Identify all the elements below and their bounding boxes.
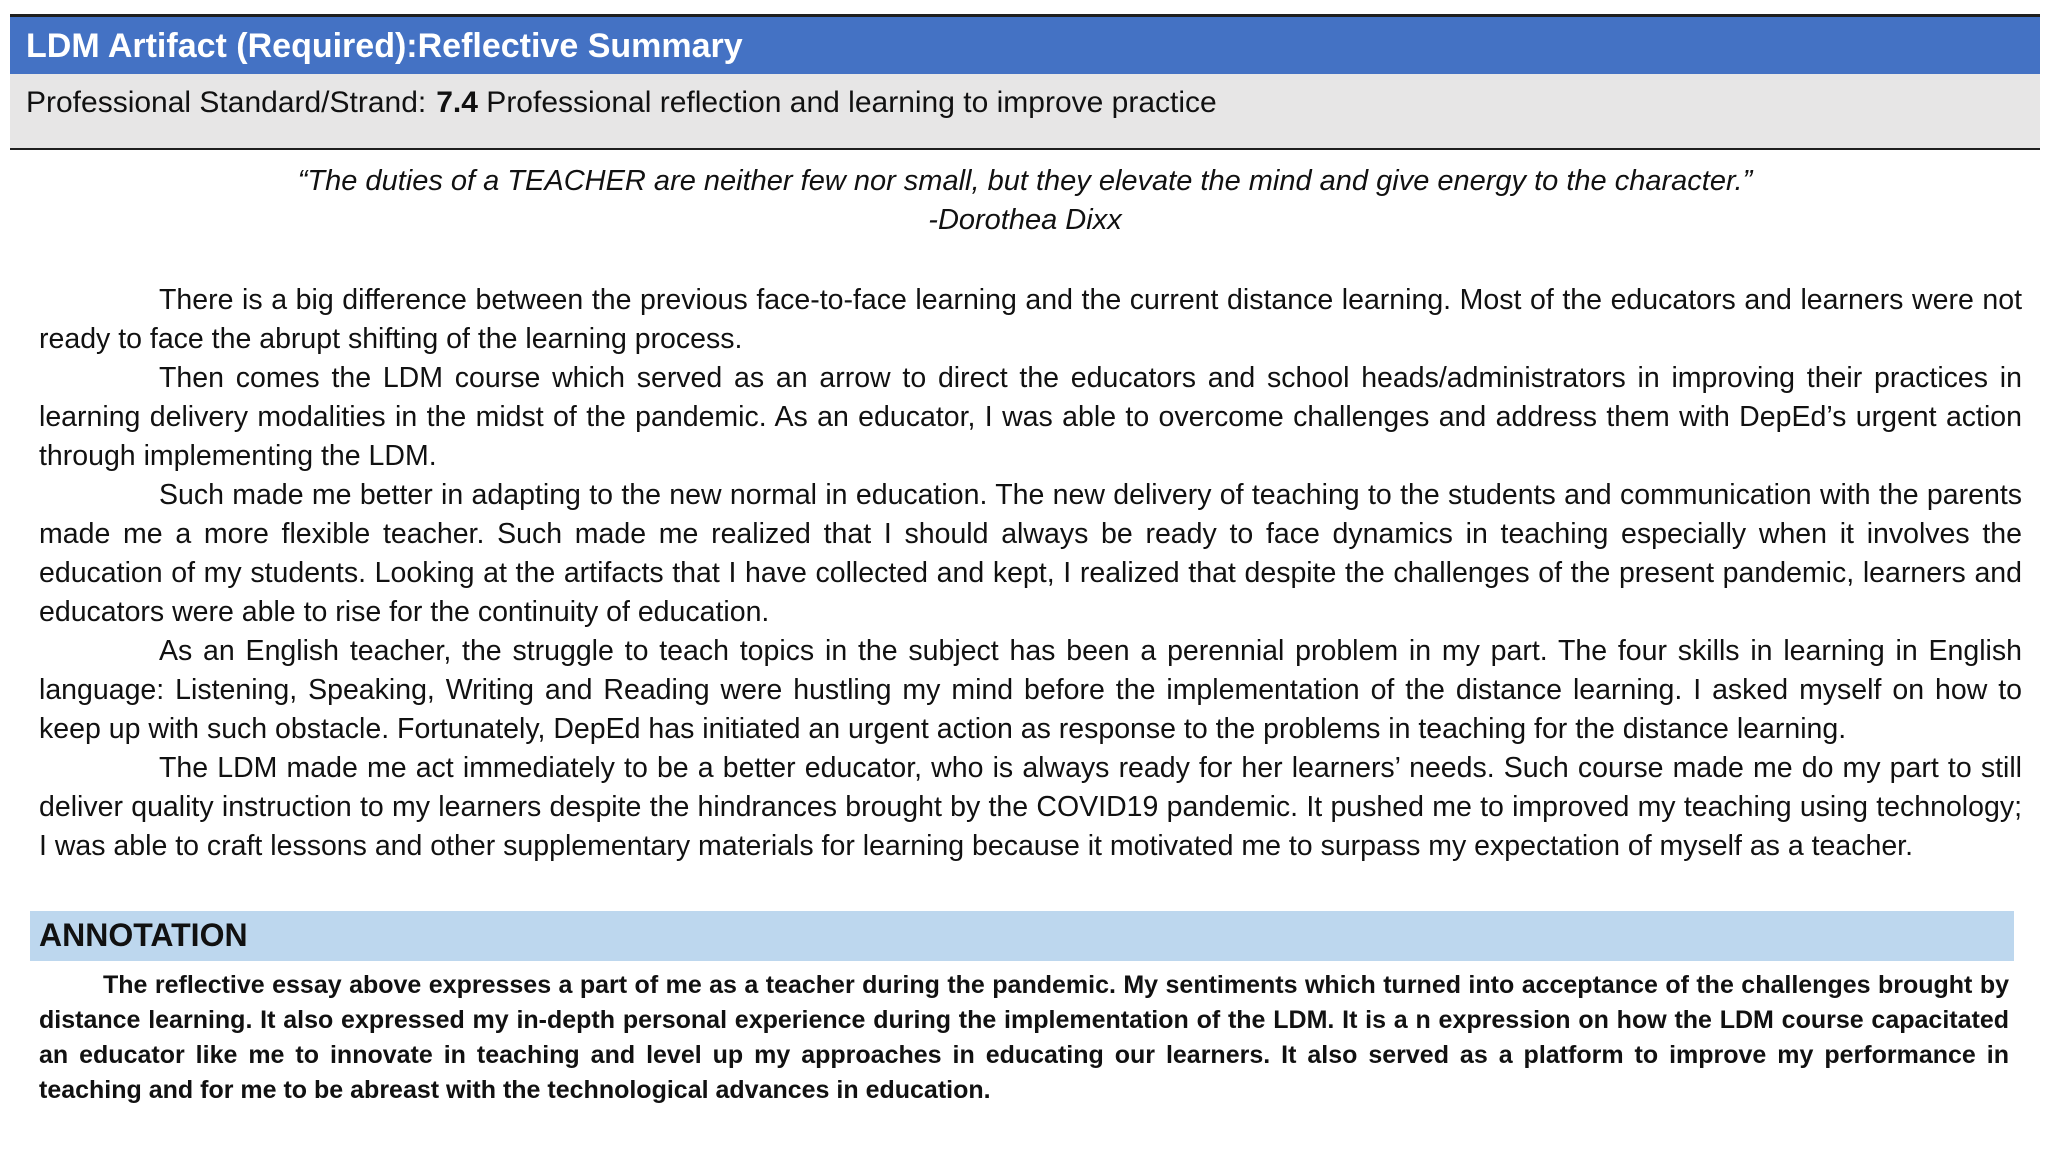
essay-paragraph: Then comes the LDM course which served as an arrow to direct the educators and school heads/administrators in improving their practices in learning delivery modalities in the midst of the pandemic. As an educator, I was able to overcome challenges and address them with DepEd’s urgent action through implementing the LDM. [39,362,2022,472]
essay-paragraph: There is a big difference between the previous face-to-face learning and the current distance learning. Most of the educators and learners were not ready to face the abrupt shifting of the learning process. [39,284,2022,355]
quote-text: “The duties of a TEACHER are neither few nor small, but they elevate the mind and give energy to the character.” [297,165,1753,197]
header-bar [10,14,2040,74]
artifact-title: LDM Artifact (Required):Reflective Summary [26,27,743,65]
annotation-paragraph: The reflective essay above expresses a part of me as a teacher during the pandemic. My sentiments which turned into acceptance of the challenges brought by distance learning. It also expressed my in-depth personal experience during the implementation of the LDM. It is a n expression on how the LDM course capacitated an educator like me to innovate in teaching and level up my approaches in educating our learners. It also served as a platform to improve my performance in teaching and for me to be abreast with the technological advances in education. [39,971,2009,1104]
standard-code: 7.4 [436,86,478,119]
reflective-essay [39,281,2022,866]
quote-block [30,162,2020,240]
essay-paragraph: Such made me better in adapting to the new normal in education. The new delivery of teaching to the students and communication with the parents made me a more flexible teacher. Such made me realized that I should always be ready to face dynamics in teaching especially when it involves the education of my students. Looking at the artifacts that I have collected and kept, I realized that despite the challenges of the present pandemic, learners and educators were able to rise for the continuity of education. [39,479,2022,628]
annotation-header [30,911,2014,961]
essay-paragraph: The LDM made me act immediately to be a better educator, who is always ready for her learners’ needs. Such course made me do my part to still deliver quality instruction to my learners despite the hindrances brought by the COVID19 pandemic. It pushed me to improved my teaching using technology; I was able to craft lessons and other supplementary materials for learning because it motivated me to surpass my expectation of myself as a teacher. [39,752,2022,862]
standard-label: Professional Standard/Strand: [26,86,427,119]
standard-description: Professional reflection and learning to improve practice [477,86,1217,119]
quote-author: -Dorothea Dixx [928,204,1122,236]
annotation-title: ANNOTATION [39,917,248,953]
standard-line [26,86,1217,120]
standard-bar [10,74,2040,150]
annotation-body [39,968,2009,1108]
essay-paragraph: As an English teacher, the struggle to teach topics in the subject has been a perennial problem in my part. The four skills in learning in English language: Listening, Speaking, Writing and Reading were hustling my mind before the implementation of the distance learning. I asked myself on how to keep up with such obstacle. Fortunately, DepEd has initiated an urgent action as response to the problems in teaching for the distance learning. [39,635,2022,745]
